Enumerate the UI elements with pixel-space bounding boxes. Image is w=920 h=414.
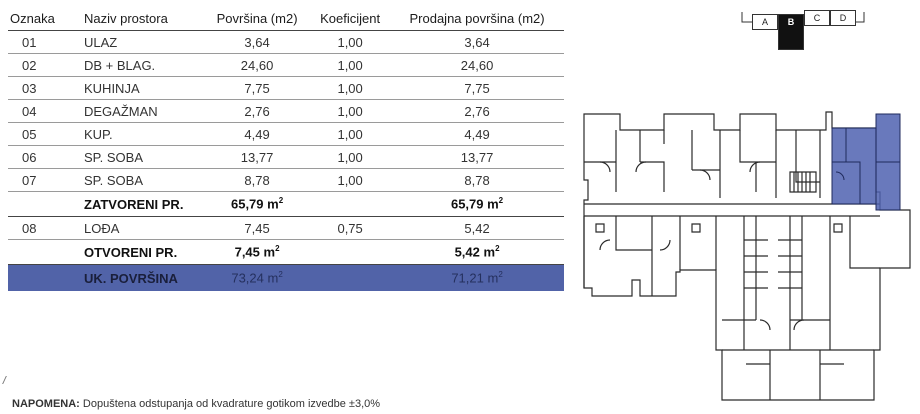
- empty-cell: [310, 265, 390, 292]
- empty-cell: [310, 240, 390, 265]
- room-name: LOĐA: [74, 217, 204, 240]
- header-oznaka: Oznaka: [8, 9, 74, 31]
- table-header-row: [8, 9, 564, 31]
- unit-superscript: 2: [495, 244, 500, 254]
- room-id: 05: [8, 123, 74, 146]
- open-total-row-sale-value: 5,42 m: [454, 244, 496, 260]
- room-name: KUP.: [74, 123, 204, 146]
- room-area: 4,49: [204, 123, 310, 146]
- key-plan-b: B: [778, 14, 804, 50]
- grand-total-row-sale-value: 71,21 m: [451, 270, 499, 286]
- room-area: 7,75: [204, 77, 310, 100]
- empty-cell: [8, 240, 74, 265]
- room-id: 07: [8, 169, 74, 192]
- room-coef: 1,00: [310, 169, 390, 192]
- key-plan-d: D: [830, 10, 856, 26]
- room-sale-area: 24,60: [390, 54, 564, 77]
- table-row: [8, 100, 564, 123]
- room-area: 13,77: [204, 146, 310, 169]
- room-name: DEGAŽMAN: [74, 100, 204, 123]
- unit-superscript: 2: [498, 270, 503, 280]
- table-row: [8, 123, 564, 146]
- room-sale-area: 3,64: [390, 31, 564, 54]
- floor-plan: [580, 100, 916, 406]
- closed-total-row: [8, 192, 564, 217]
- room-area: 3,64: [204, 31, 310, 54]
- room-coef: 1,00: [310, 100, 390, 123]
- room-id: 03: [8, 77, 74, 100]
- header-koeficijent: Koeficijent: [310, 9, 390, 31]
- grand-total-row-area: [204, 265, 310, 292]
- room-id: 04: [8, 100, 74, 123]
- room-coef: 1,00: [310, 146, 390, 169]
- building-key-plan: [740, 8, 868, 52]
- empty-cell: [310, 192, 390, 217]
- open-total-row-sale: [390, 240, 564, 265]
- footnote-label: NAPOMENA:: [12, 398, 80, 410]
- unit-superscript: 2: [278, 270, 283, 280]
- room-sale-area: 5,42: [390, 217, 564, 240]
- table-row: [8, 169, 564, 192]
- room-coef: 1,00: [310, 123, 390, 146]
- empty-cell: [8, 192, 74, 217]
- room-coef: 0,75: [310, 217, 390, 240]
- footnote: [12, 398, 380, 410]
- key-plan-c: C: [804, 10, 830, 26]
- closed-total-row-sale-value: 65,79 m: [450, 196, 499, 212]
- closed-total-row-sale: [390, 192, 564, 217]
- area-table: [8, 9, 564, 291]
- room-area: 24,60: [204, 54, 310, 77]
- room-sale-area: 7,75: [390, 77, 564, 100]
- room-id: 06: [8, 146, 74, 169]
- table-row: [8, 146, 564, 169]
- open-total-row-area-value: 7,45 m: [234, 244, 276, 260]
- unit-superscript: 2: [275, 244, 280, 254]
- room-area: 2,76: [204, 100, 310, 123]
- room-id: 08: [8, 217, 74, 240]
- room-coef: 1,00: [310, 31, 390, 54]
- room-name: DB + BLAG.: [74, 54, 204, 77]
- grand-total-row: [8, 265, 564, 292]
- room-id: 01: [8, 31, 74, 54]
- header-prodajna: Prodajna površina (m2): [390, 9, 564, 31]
- room-rows: [8, 31, 564, 292]
- room-sale-area: 8,78: [390, 169, 564, 192]
- pen-mark: [2, 376, 13, 384]
- room-name: SP. SOBA: [74, 146, 204, 169]
- room-area: 7,45: [204, 217, 310, 240]
- closed-total-row-label: ZATVORENI PR.: [74, 192, 204, 217]
- header-naziv: Naziv prostora: [74, 9, 204, 31]
- room-sale-area: 4,49: [390, 123, 564, 146]
- closed-total-row-area-value: 65,79 m: [230, 196, 279, 212]
- unit-superscript: 2: [498, 196, 504, 206]
- unit-superscript: 2: [278, 196, 284, 206]
- grand-total-row-area-value: 73,24 m: [231, 270, 279, 286]
- room-area: 8,78: [204, 169, 310, 192]
- header-povrsina: Površina (m2): [204, 9, 310, 31]
- open-total-row: [8, 240, 564, 265]
- room-coef: 1,00: [310, 77, 390, 100]
- table-row: [8, 31, 564, 54]
- open-total-row-area: [204, 240, 310, 265]
- room-name: ULAZ: [74, 31, 204, 54]
- room-sale-area: 13,77: [390, 146, 564, 169]
- room-coef: 1,00: [310, 54, 390, 77]
- room-id: 02: [8, 54, 74, 77]
- closed-total-row-area: [204, 192, 310, 217]
- room-sale-area: 2,76: [390, 100, 564, 123]
- room-name: SP. SOBA: [74, 169, 204, 192]
- key-plan-a: A: [752, 14, 778, 30]
- empty-cell: [8, 265, 74, 292]
- footnote-text: Dopuštena odstupanja od kvadrature gotikom izvedbe ±3,0%: [82, 398, 381, 410]
- table-row: [8, 54, 564, 77]
- open-total-row-label: OTVORENI PR.: [74, 240, 204, 265]
- room-name: KUHINJA: [74, 77, 204, 100]
- grand-total-row-label: UK. POVRŠINA: [74, 265, 204, 292]
- table-row: [8, 77, 564, 100]
- grand-total-row-sale: [390, 265, 564, 292]
- table-row: [8, 217, 564, 240]
